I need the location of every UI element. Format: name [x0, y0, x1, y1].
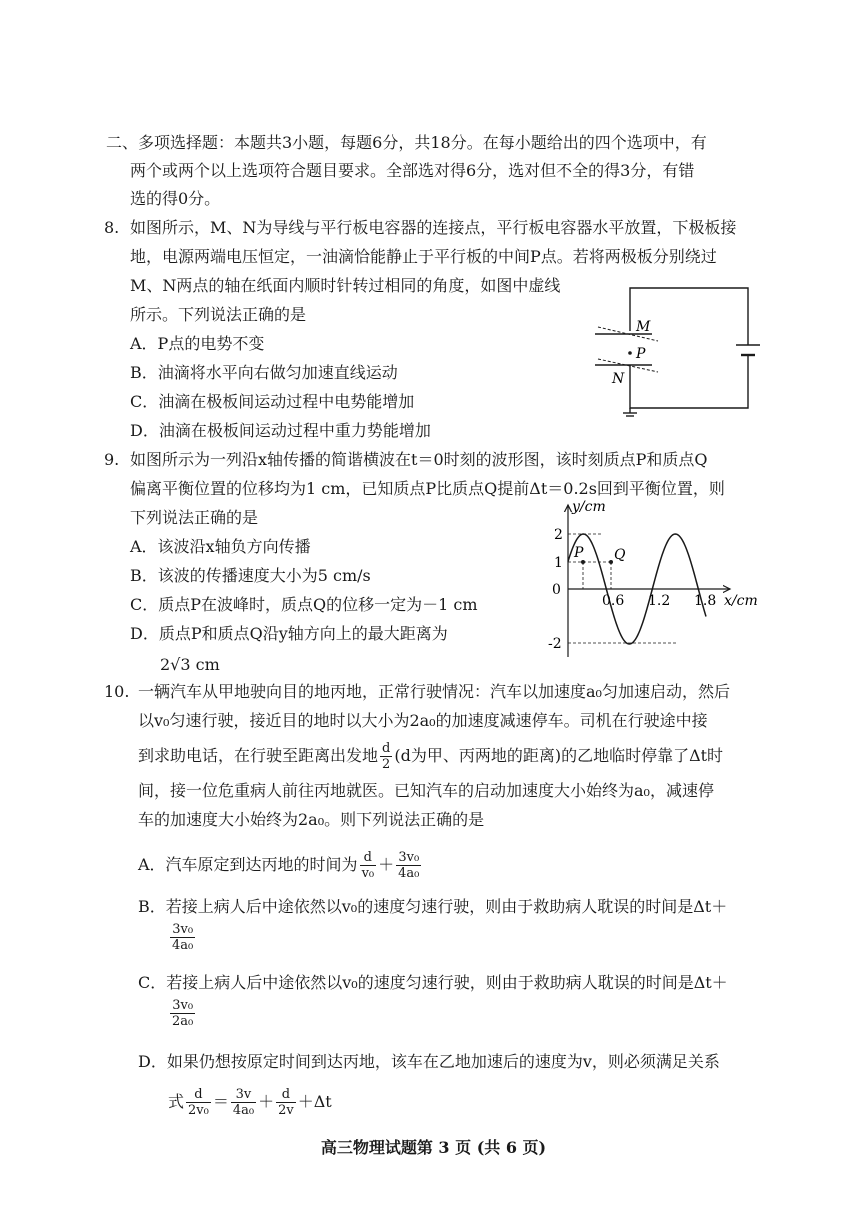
label-p: P [574, 545, 584, 561]
label-m: M [636, 319, 651, 335]
q8-option-b: B．油滴将水平向右做匀加速直线运动 [130, 363, 398, 382]
q8-line-3: M、N两点的轴在纸面内顺时针转过相同的角度，如图中虚线 [130, 276, 561, 295]
q9-option-d-value: 2√3 cm [160, 655, 220, 674]
q10-line-3 [138, 741, 723, 772]
label-p: P [636, 346, 646, 362]
section-line-1: 二、多项选择题：本题共3小题，每题6分，共18分。在每小题给出的四个选项中，有 [106, 133, 707, 152]
q9-option-a: A．该波沿x轴负方向传播 [130, 537, 311, 556]
q10-line-2: 以v₀匀速行驶，接近目的地时以大小为2a₀的加速度减速停车。司机在行驶途中接 [138, 711, 708, 730]
q9-line-3: 下列说法正确的是 [130, 508, 259, 527]
q10-line-3-start: 到求助电话，在行驶至距离出发地 [138, 746, 379, 765]
fraction-d-over-2: $\frac{d}{2}$ [382, 741, 391, 772]
q9-number: 9. [104, 450, 120, 469]
wave-graph [540, 497, 770, 662]
x-tick-0-6: 0.6 [602, 593, 625, 609]
x-tick-1-8: 1.8 [694, 593, 717, 609]
origin-label: 0 [552, 582, 561, 598]
q10-line-5: 车的加速度大小始终为2a₀。则下列说法正确的是 [138, 810, 485, 829]
q10-option-b-fraction: $\frac{\text{3v₀}}{\text{4a₀}}$ [172, 922, 194, 953]
x-tick-1-2: 1.2 [648, 593, 671, 609]
q10-line-1: 一辆汽车从甲地驶向目的地丙地，正常行驶情况：汽车以加速度a₀匀加速启动，然后 [138, 682, 730, 701]
q9-option-c: C．质点P在波峰时，质点Q的位移一定为－1 cm [130, 595, 478, 614]
q9-line-1: 如图所示为一列沿x轴传播的简谐横波在t＝0时刻的波形图，该时刻质点P和质点Q [130, 450, 708, 469]
capacitor-circuit-diagram [590, 283, 770, 418]
point-q-dot [609, 560, 613, 564]
q10-option-c-fraction: $\frac{\text{3v₀}}{\text{2a₀}}$ [172, 998, 194, 1029]
q10-line-3-end: (d为甲、丙两地的距离)的乙地临时停靠了Δt时 [394, 746, 724, 765]
q8-option-a: A．P点的电势不变 [130, 334, 265, 353]
q9-option-d: D．质点P和质点Q沿y轴方向上的最大距离为 [130, 624, 448, 643]
q10-option-a: A．汽车原定到达丙地的时间为 $\frac{d}{\text{v₀}}$ ＋ $\frac{\text{3v₀}}{\text{4a₀}}$ [138, 850, 420, 881]
fraction-3v0-over-4a0: $\frac{\text{3v₀}}{\text{4a₀}}$ [398, 850, 420, 881]
label-q: Q [614, 547, 626, 563]
q10-option-d: D．如果仍想按原定时间到达丙地，该车在乙地加速后的速度为v，则必须满足关系 [138, 1052, 720, 1071]
section-line-3: 选的得0分。 [130, 189, 221, 208]
q8-number: 8. [104, 218, 120, 237]
page-footer: 高三物理试题第 3 页 (共 6 页) [320, 1138, 547, 1157]
y-tick-neg2: -2 [548, 636, 562, 652]
q8-option-d: D．油滴在极板间运动过程中重力势能增加 [130, 421, 431, 440]
q9-option-b: B．该波的传播速度大小为5 cm/s [130, 566, 371, 585]
q10-option-b: B．若接上病人后中途依然以v₀的速度匀速行驶，则由于救助病人耽误的时间是Δt＋ [138, 897, 728, 916]
y-axis-label: y/cm [572, 499, 606, 515]
fraction-d-over-v0: $\frac{d}{\text{v₀}}$ [361, 850, 375, 881]
q10-option-d-formula: 式 $\frac{d}{\text{2v₀}}$ ＝ $\frac{3v}{\text{4a₀}}$ ＋ $\frac{d}{2v}$ ＋Δt [168, 1087, 332, 1118]
label-n: N [612, 371, 625, 387]
section-line-2: 两个或两个以上选项符合题目要求。全部选对得6分，选对但不全的得3分，有错 [130, 161, 695, 180]
point-p-dot [628, 351, 632, 355]
q10-line-4: 间，接一位危重病人前往丙地就医。已知汽车的启动加速度大小始终为a₀，减速停 [138, 781, 714, 800]
q9-line-2: 偏离平衡位置的位移均为1 cm，已知质点P比质点Q提前Δt＝0.2s回到平衡位置，则 [130, 479, 725, 498]
q8-line-2: 地，电源两端电压恒定，一油滴恰能静止于平行板的中间P点。若将两极板分别绕过 [130, 247, 717, 266]
q8-line-4: 所示。下列说法正确的是 [130, 305, 307, 324]
q8-option-c: C．油滴在极板间运动过程中电势能增加 [130, 392, 415, 411]
q10-number: 10. [104, 682, 130, 701]
x-axis-label: x/cm [724, 593, 758, 609]
y-tick-2: 2 [554, 527, 563, 543]
q8-line-1: 如图所示，M、N为导线与平行板电容器的连接点，平行板电容器水平放置，下极板接 [130, 218, 737, 237]
y-tick-1: 1 [554, 555, 563, 571]
q10-option-c: C．若接上病人后中途依然以v₀的速度匀速行驶，则由于救助病人耽误的时间是Δt＋ [138, 973, 728, 992]
